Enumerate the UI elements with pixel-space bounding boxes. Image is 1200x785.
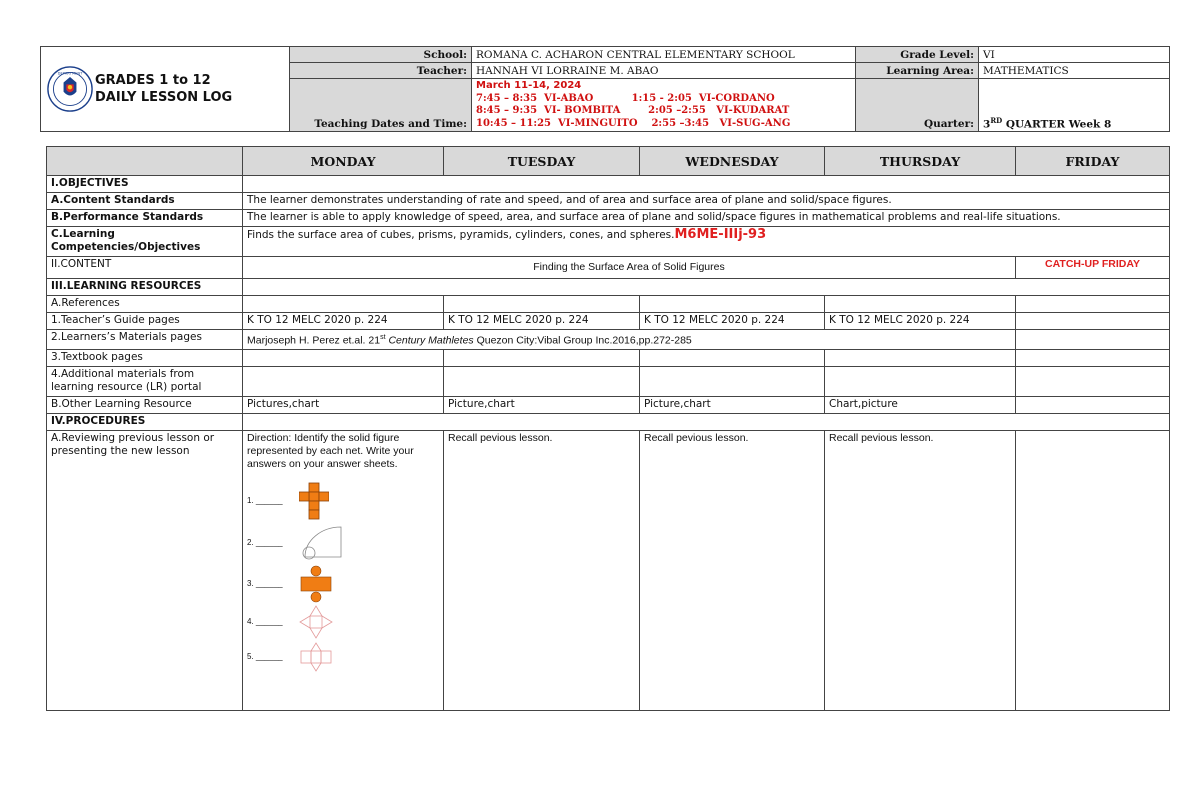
empty-cell	[1016, 349, 1170, 366]
content-label: II.CONTENT	[47, 257, 243, 279]
lm-superscript: st	[380, 334, 386, 341]
other-monday: Pictures,chart	[243, 396, 444, 413]
empty-cell	[1016, 313, 1170, 330]
net-item	[247, 481, 439, 521]
grade-label: Grade Level:	[856, 47, 979, 63]
tg-pages-label: 1.Teacher’s Guide pages	[47, 313, 243, 330]
additional-materials-label: 4.Additional materials from learning resource (LR) portal	[47, 366, 243, 396]
grade-value: VI	[979, 47, 1170, 63]
prism-net-icon	[299, 641, 335, 673]
logo-cell	[41, 47, 290, 132]
content-title: Finding the Surface Area of Solid Figures	[243, 257, 1016, 279]
net-item	[247, 641, 439, 673]
teacher-value: HANNAH VI LORRAINE M. ABAO	[472, 63, 856, 79]
lm-book-title: Century Mathletes	[385, 334, 474, 347]
day-friday: FRIDAY	[1016, 147, 1170, 176]
empty-cell	[243, 296, 444, 313]
net-answer-blank: 1. ______	[247, 496, 283, 505]
net-answer-blank: 2. ______	[247, 538, 283, 547]
lm-pages-label: 2.Learners’s Materials pages	[47, 330, 243, 350]
thursday-activity: Recall pevious lesson.	[825, 430, 1016, 710]
empty-cell	[640, 296, 825, 313]
teaching-dates: March 11-14, 2024	[476, 80, 582, 91]
day-tuesday: TUESDAY	[444, 147, 640, 176]
reviewing-label: A.Reviewing previous lesson or presenting the new lesson	[47, 430, 243, 710]
empty-cell	[1016, 296, 1170, 313]
competencies-cell	[243, 227, 1170, 257]
monday-activity	[243, 430, 444, 710]
monday-direction: Direction: Identify the solid figure represented by each net. Write your answers on your answer sheets.	[247, 431, 414, 470]
log-title-line2: DAILY LESSON LOG	[95, 90, 233, 105]
references-label: A.References	[47, 296, 243, 313]
quarter-label: Quarter:	[856, 79, 979, 132]
wednesday-activity: Recall pevious lesson.	[640, 430, 825, 710]
empty-cell	[825, 296, 1016, 313]
empty-cell	[825, 366, 1016, 396]
textbook-pages-label: 3.Textbook pages	[47, 349, 243, 366]
empty-cell	[640, 349, 825, 366]
competency-code: M6ME-IIIj-93	[674, 227, 767, 242]
teacher-label: Teacher:	[290, 63, 472, 79]
net-item	[247, 523, 439, 563]
content-standards-text: The learner demonstrates understanding of rate and speed, and of area and surface area of plane and solid/space figures.	[243, 193, 1170, 210]
quarter-number: 3	[983, 118, 991, 130]
quarter-value	[979, 79, 1170, 132]
empty-cell	[444, 349, 640, 366]
empty-cell	[1016, 366, 1170, 396]
empty-cell	[640, 366, 825, 396]
procedures-heading: IV.PROCEDURES	[47, 413, 243, 430]
quarter-suffix: RD	[990, 115, 1003, 125]
content-standards-label: A.Content Standards	[47, 193, 243, 210]
other-wednesday: Picture,chart	[640, 396, 825, 413]
lesson-log-table	[46, 146, 1170, 711]
cylinder-net-icon	[299, 565, 333, 603]
other-tuesday: Picture,chart	[444, 396, 640, 413]
svg-text:DEPARTMENT: DEPARTMENT	[57, 71, 83, 76]
performance-standards-label: B.Performance Standards	[47, 210, 243, 227]
days-header-row	[47, 147, 1170, 176]
log-title-line1: GRADES 1 to 12	[95, 73, 211, 88]
empty-cell	[1016, 430, 1170, 710]
schedule-cell	[472, 79, 856, 132]
net-item	[247, 605, 439, 639]
tuesday-activity: Recall pevious lesson.	[444, 430, 640, 710]
tg-monday: K TO 12 MELC 2020 p. 224	[243, 313, 444, 330]
empty-cell	[243, 176, 1170, 193]
empty-cell	[243, 366, 444, 396]
net-answer-blank: 5. ______	[247, 652, 283, 661]
cone-net-icon	[299, 523, 345, 563]
lm-publisher: Quezon City:Vibal Group Inc.2016,pp.272-285	[473, 334, 692, 347]
lm-author: Marjoseph H. Perez et.al. 21	[247, 334, 381, 347]
empty-cell	[243, 413, 1170, 430]
net-item	[247, 565, 439, 603]
day-thursday: THURSDAY	[825, 147, 1016, 176]
learning-area-value: MATHEMATICS	[979, 63, 1170, 79]
pyramid-net-icon	[299, 605, 333, 639]
schedule-line: 7:45 – 8:35 VI-ABAO 1:15 - 2:05 VI-CORDANO	[476, 92, 775, 104]
deped-seal-icon	[47, 66, 93, 112]
cube-net-icon	[299, 481, 329, 521]
empty-cell	[444, 296, 640, 313]
net-answer-blank: 3. ______	[247, 579, 283, 588]
other-thursday: Chart,picture	[825, 396, 1016, 413]
day-monday: MONDAY	[243, 147, 444, 176]
day-wednesday: WEDNESDAY	[640, 147, 825, 176]
net-answer-blank: 4. ______	[247, 617, 283, 626]
schedule-line: 10:45 – 11:25 VI-MINGUITO 2:55 –3:45 VI-SUG-ANG	[476, 117, 791, 129]
schedule-line: 8:45 – 9:35 VI- BOMBITA 2:05 –2:55 VI-KUDARAT	[476, 105, 790, 116]
tg-wednesday: K TO 12 MELC 2020 p. 224	[640, 313, 825, 330]
tg-thursday: K TO 12 MELC 2020 p. 224	[825, 313, 1016, 330]
other-resources-label: B.Other Learning Resource	[47, 396, 243, 413]
lm-reference	[243, 330, 1016, 350]
tg-tuesday: K TO 12 MELC 2020 p. 224	[444, 313, 640, 330]
performance-standards-text: The learner is able to apply knowledge of speed, area, and surface area of plane and solid/space figures in mathematical problems and real-life situations.	[243, 210, 1170, 227]
corner-cell	[47, 147, 243, 176]
header-table	[40, 46, 1170, 132]
catch-up-friday: CATCH-UP FRIDAY	[1016, 257, 1170, 279]
empty-cell	[243, 279, 1170, 296]
competencies-text: Finds the surface area of cubes, prisms, pyramids, cylinders, cones, and spheres.	[247, 229, 675, 241]
dates-label: Teaching Dates and Time:	[290, 79, 472, 132]
competencies-label: C.Learning Competencies/Objectives	[47, 227, 243, 257]
objectives-heading: I.OBJECTIVES	[47, 176, 243, 193]
empty-cell	[444, 366, 640, 396]
learning-resources-heading: III.LEARNING RESOURCES	[47, 279, 243, 296]
quarter-week: QUARTER Week 8	[1002, 118, 1112, 130]
learning-area-label: Learning Area:	[856, 63, 979, 79]
school-label: School:	[290, 47, 472, 63]
empty-cell	[1016, 396, 1170, 413]
empty-cell	[243, 349, 444, 366]
school-value: ROMANA C. ACHARON CENTRAL ELEMENTARY SCHOOL	[472, 47, 856, 63]
empty-cell	[825, 349, 1016, 366]
empty-cell	[1016, 330, 1170, 350]
